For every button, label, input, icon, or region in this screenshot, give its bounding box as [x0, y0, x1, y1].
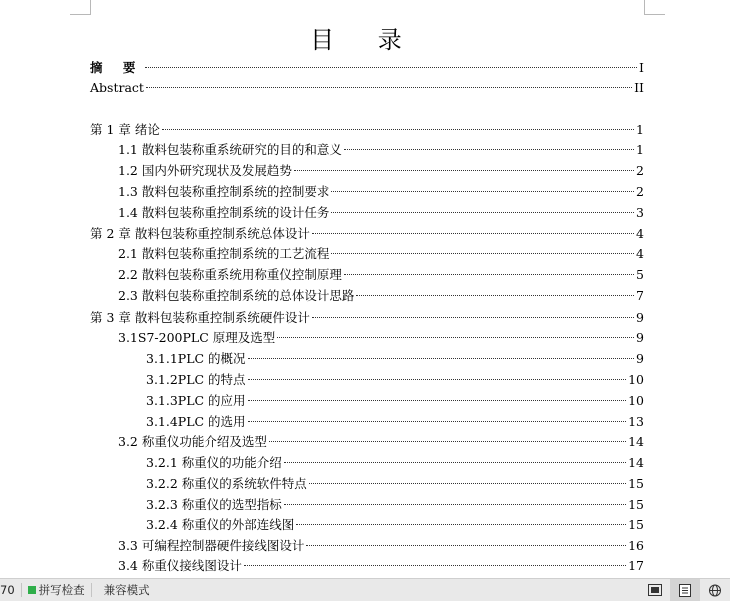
- toc-entry-label: 2.1 散料包装称重控制系统的工艺流程: [118, 246, 330, 261]
- toc-leader-dots: [284, 504, 626, 505]
- spellcheck-label: 拼写检查: [38, 583, 85, 597]
- toc-leader-dots: [331, 253, 634, 254]
- toc-entry[interactable]: [90, 515, 644, 535]
- toc-leader-dots: [306, 545, 626, 546]
- toc-page-number: 2: [636, 163, 644, 178]
- toc-page-number: II: [634, 80, 644, 95]
- toc-page-number: 17: [628, 558, 644, 573]
- toc-leader-dots: [277, 337, 634, 338]
- toc-entry[interactable]: [90, 474, 644, 494]
- toc-entry-label: 3.4 称重仪接线图设计: [118, 558, 242, 573]
- toc-entry-label: 3.1.1PLC 的概况: [146, 351, 246, 366]
- toc-leader-dots: [248, 400, 627, 401]
- toc-page-number: 1: [636, 142, 644, 157]
- toc-entry[interactable]: [90, 244, 644, 264]
- page-count-fragment: 70: [0, 583, 15, 597]
- toc-leader-dots: [309, 483, 626, 484]
- toc-leader-dots: [145, 67, 637, 68]
- toc-entry[interactable]: [90, 182, 644, 202]
- toc-page-number: 4: [636, 226, 644, 241]
- toc-entry-label: 2.3 散料包装称重控制系统的总体设计思路: [118, 288, 355, 303]
- toc-page-number: 15: [628, 497, 644, 512]
- toc-page-number: 14: [628, 434, 644, 449]
- toc-entry[interactable]: [90, 412, 644, 432]
- toc-leader-dots: [312, 233, 634, 234]
- toc-page-number: I: [639, 60, 644, 75]
- toc-entry[interactable]: [90, 203, 644, 223]
- toc-entry-label: 3.1.2PLC 的特点: [146, 372, 246, 387]
- toc-leader-dots: [344, 274, 634, 275]
- toc-entry[interactable]: [90, 453, 644, 473]
- toc-entry[interactable]: [90, 308, 644, 328]
- toc-entry[interactable]: [90, 556, 644, 576]
- fullscreen-icon[interactable]: [640, 579, 670, 601]
- toc-title: 目 录: [310, 26, 420, 54]
- toc-leader-dots: [331, 212, 634, 213]
- toc-entry[interactable]: [90, 432, 644, 452]
- toc-leader-dots: [331, 191, 634, 192]
- toc-page-number: 10: [628, 372, 644, 387]
- toc-entry[interactable]: [90, 265, 644, 285]
- toc-entry[interactable]: [90, 224, 644, 244]
- toc-entry[interactable]: [90, 370, 644, 390]
- toc-leader-dots: [162, 129, 634, 130]
- toc-leader-dots: [248, 358, 634, 359]
- toc-entry-label: Abstract: [90, 80, 144, 95]
- toc-entry-label: 3.2.3 称重仪的选型指标: [146, 497, 282, 512]
- toc-page-number: 3: [636, 205, 644, 220]
- toc-entry-label: 第 3 章 散料包装称重控制系统硬件设计: [90, 310, 310, 325]
- toc-entry-label: 3.1S7-200PLC 原理及选型: [118, 330, 276, 345]
- toc-page-number: 13: [628, 414, 644, 429]
- toc-entry-label: 3.1.4PLC 的选用: [146, 414, 246, 429]
- toc-page-number: 15: [628, 476, 644, 491]
- toc-page-number: 9: [636, 330, 644, 345]
- toc-page-number: 5: [636, 267, 644, 282]
- toc-entry-label: 第 1 章 绪论: [90, 122, 160, 137]
- toc-page-number: 7: [636, 288, 644, 303]
- toc-leader-dots: [296, 524, 626, 525]
- toc-leader-dots: [269, 441, 626, 442]
- toc-entry[interactable]: [90, 328, 644, 348]
- status-bar: [0, 578, 730, 601]
- page-corner-mark-right: [644, 0, 665, 15]
- toc-entry-label: 3.2 称重仪功能介绍及选型: [118, 434, 267, 449]
- toc-entry[interactable]: [90, 536, 644, 556]
- toc-entry-label: 摘 要: [90, 60, 144, 75]
- compat-mode-label: 兼容模式: [103, 583, 150, 597]
- toc-entry[interactable]: [90, 286, 644, 306]
- toc-entry-label: 1.2 国内外研究现状及发展趋势: [118, 163, 292, 178]
- spellcheck-button[interactable]: [22, 579, 91, 601]
- toc-entry[interactable]: [90, 391, 644, 411]
- toc-page-number: 4: [636, 246, 644, 261]
- toc-leader-dots: [284, 462, 626, 463]
- toc-leader-dots: [356, 295, 634, 296]
- toc-entry-label: 3.2.4 称重仪的外部连线图: [146, 517, 295, 532]
- toc-entry[interactable]: [90, 161, 644, 181]
- toc-entry-label: 2.2 散料包装称重系统用称重仪控制原理: [118, 267, 342, 282]
- toc-entry-label: 3.1.3PLC 的应用: [146, 393, 246, 408]
- toc-leader-dots: [248, 379, 627, 380]
- web-layout-icon[interactable]: [700, 579, 730, 601]
- toc-entry[interactable]: [90, 58, 644, 78]
- toc-entry-label: 1.4 散料包装称重控制系统的设计任务: [118, 205, 330, 220]
- toc-page-number: 10: [628, 393, 644, 408]
- page-corner-mark-left: [70, 0, 91, 15]
- toc-leader-dots: [244, 565, 626, 566]
- spellcheck-status-icon: [28, 586, 36, 594]
- toc-page-number: 15: [628, 517, 644, 532]
- toc-leader-dots: [146, 87, 632, 88]
- toc-leader-dots: [344, 149, 634, 150]
- toc-entry-label: 1.1 散料包装称重系统研究的目的和意义: [118, 142, 342, 157]
- toc-entry-label: 1.3 散料包装称重控制系统的控制要求: [118, 184, 330, 199]
- toc-page-number: 16: [628, 538, 644, 553]
- toc-leader-dots: [294, 170, 634, 171]
- toc-entry[interactable]: [90, 495, 644, 515]
- toc-leader-dots: [312, 317, 634, 318]
- toc-entry-label: 3.2.2 称重仪的系统软件特点: [146, 476, 307, 491]
- toc-page-number: 2: [636, 184, 644, 199]
- toc-leader-dots: [248, 421, 627, 422]
- toc-page-number: 14: [628, 455, 644, 470]
- toc-page-number: 9: [636, 351, 644, 366]
- page-view-icon[interactable]: [670, 579, 700, 601]
- toc-entry[interactable]: [90, 78, 644, 98]
- toc-entry-label: 第 2 章 散料包装称重控制系统总体设计: [90, 226, 310, 241]
- toc-entry[interactable]: [90, 120, 644, 140]
- toc-entry[interactable]: [90, 140, 644, 160]
- toc-page-number: 9: [636, 310, 644, 325]
- toc-entry[interactable]: [90, 349, 644, 369]
- toc-entry-label: 3.2.1 称重仪的功能介绍: [146, 455, 282, 470]
- toc-entry-label: 3.3 可编程控制器硬件接线图设计: [118, 538, 305, 553]
- toc-page-number: 1: [636, 122, 644, 137]
